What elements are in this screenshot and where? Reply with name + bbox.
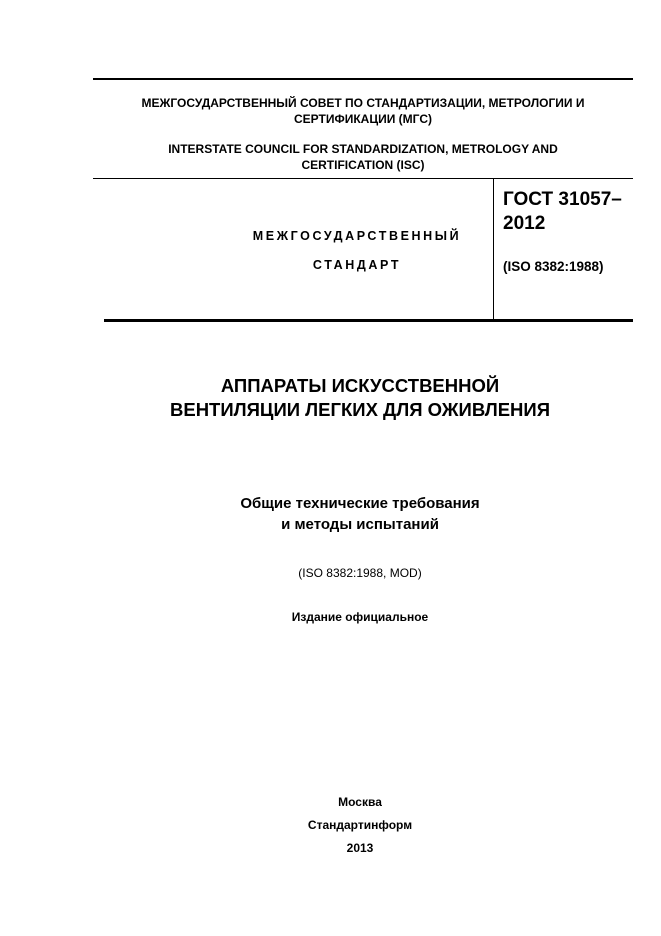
title-line1: АППАРАТЫ ИСКУССТВЕННОЙ (220, 375, 500, 396)
iso-reference: (ISO 8382:1988) (503, 259, 604, 274)
imprint-year: 2013 (346, 841, 374, 855)
top-rule (93, 78, 633, 80)
gost-number-line1: ГОСТ 31057– (503, 189, 622, 210)
standard-type-line2: СТАНДАРТ (312, 258, 402, 272)
imprint-publisher: Стандартинформ (307, 818, 413, 832)
council-en-line2: CERTIFICATION (ISC) (301, 158, 425, 172)
standard-type-line1: МЕЖГОСУДАРСТВЕННЫЙ (252, 229, 462, 243)
edition-label: Издание официальное (291, 610, 429, 624)
imprint-city: Москва (338, 795, 382, 809)
subtitle-line2: и методы испытаний (281, 516, 439, 533)
council-en (93, 141, 633, 173)
council-en-line1: INTERSTATE COUNCIL FOR STANDARDIZATION, METROLOGY AND (168, 142, 558, 156)
council-ru-line2: СЕРТИФИКАЦИИ (МГС) (294, 112, 432, 126)
iso-mod: (ISO 8382:1988, MOD) (298, 566, 422, 580)
document-subtitle (60, 493, 660, 535)
council-rule (93, 178, 633, 179)
header-bottom-rule (104, 319, 633, 322)
council-ru-line1: МЕЖГОСУДАРСТВЕННЫЙ СОВЕТ ПО СТАНДАРТИЗАЦИИ, МЕТРОЛОГИИ И (141, 96, 585, 110)
document-title (60, 374, 660, 422)
vertical-divider (493, 179, 494, 319)
subtitle-line1: Общие технические требования (240, 495, 480, 512)
title-line2: ВЕНТИЛЯЦИИ ЛЕГКИХ ДЛЯ ОЖИВЛЕНИЯ (170, 399, 550, 420)
gost-number-line2: 2012 (503, 213, 546, 234)
council-ru (93, 95, 633, 127)
gost-number (503, 188, 633, 236)
